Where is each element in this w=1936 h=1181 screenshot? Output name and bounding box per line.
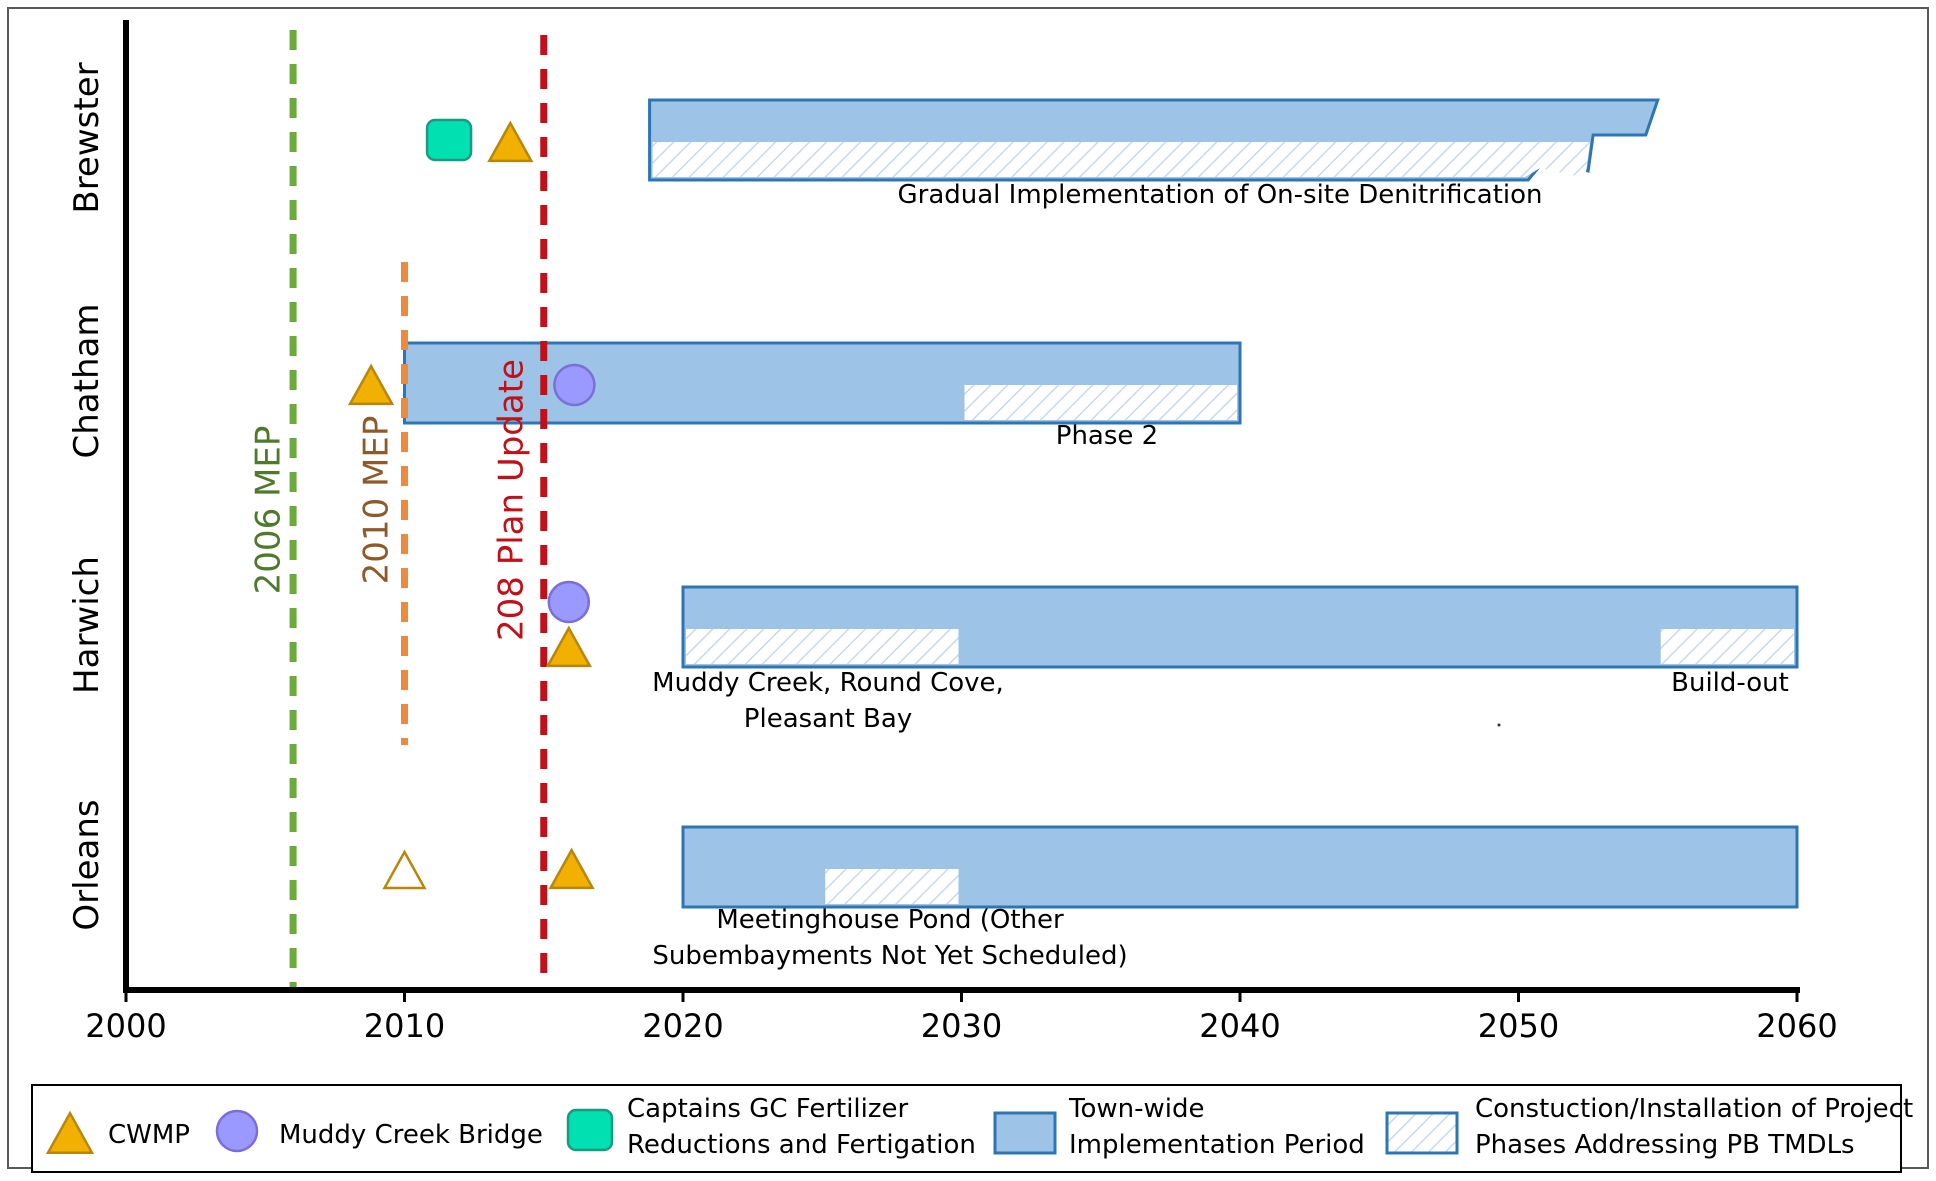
- marker-cwmp-brewster: [489, 123, 531, 161]
- marker-cwmp-chatham: [350, 366, 392, 404]
- row-label-harwich: Harwich: [67, 556, 107, 694]
- legend-label-bridge: Muddy Creek Bridge: [279, 1120, 543, 1150]
- marker-cwmp-orleans: [551, 850, 593, 888]
- annotation-6: Subembayments Not Yet Scheduled): [652, 941, 1128, 971]
- row-label-brewster: Brewster: [67, 62, 107, 214]
- x-tick-label-2040: 2040: [1199, 1007, 1281, 1045]
- legend-label-cwmp: CWMP: [108, 1120, 190, 1150]
- legend-symbol-captains: [568, 1110, 612, 1150]
- construction-phase-0: [653, 142, 1591, 178]
- legend-label-period-2: Implementation Period: [1069, 1130, 1365, 1160]
- marker-captains-gc-brewster: [427, 120, 471, 160]
- legend-label-captains-1: Captains GC Fertilizer: [627, 1094, 909, 1124]
- legend-symbol-phase: [1387, 1113, 1457, 1153]
- x-tick-label-2000: 2000: [85, 1007, 167, 1045]
- marker-cwmp-harwich: [548, 628, 590, 666]
- reference-label-2: 208 Plan Update: [491, 359, 532, 641]
- row-label-chatham: Chatham: [67, 303, 107, 459]
- x-tick-label-2030: 2030: [920, 1007, 1003, 1045]
- annotation-5: Meetinghouse Pond (Other: [716, 905, 1064, 935]
- x-tick-label-2020: 2020: [642, 1007, 724, 1045]
- construction-phase-1: [965, 385, 1238, 420]
- construction-phase-2: [686, 629, 959, 664]
- annotation-4: Build-out: [1671, 668, 1789, 698]
- legend-symbol-period: [995, 1113, 1055, 1153]
- marker-cwmp-outline-orleans: [385, 852, 425, 888]
- legend-label-phase-2: Phases Addressing PB TMDLs: [1475, 1130, 1855, 1160]
- marker-muddy-creek-bridge-harwich: [549, 582, 589, 622]
- stray-dot: [1498, 724, 1501, 727]
- legend-label-period-1: Town-wide: [1069, 1094, 1205, 1124]
- x-tick-label-2010: 2010: [363, 1007, 446, 1045]
- annotation-3: Pleasant Bay: [743, 704, 913, 734]
- x-tick-label-2060: 2060: [1756, 1007, 1838, 1045]
- legend-label-captains-2: Reductions and Fertigation: [627, 1130, 976, 1160]
- legend-label-phase-1: Constuction/Installation of Project: [1475, 1094, 1914, 1124]
- x-tick-label-2050: 2050: [1477, 1007, 1560, 1045]
- construction-phase-4: [825, 869, 958, 904]
- legend-symbol-bridge: [217, 1111, 257, 1151]
- annotation-2: Muddy Creek, Round Cove,: [652, 668, 1004, 698]
- marker-muddy-creek-bridge-chatham: [554, 365, 594, 405]
- reference-label-0: 2006 MEP: [248, 425, 289, 595]
- reference-label-1: 2010 MEP: [356, 415, 397, 585]
- row-label-orleans: Orleans: [67, 799, 107, 931]
- construction-phase-3: [1661, 629, 1794, 664]
- annotation-1: Phase 2: [1055, 421, 1159, 451]
- annotation-0: Gradual Implementation of On-site Denitrification: [897, 180, 1543, 210]
